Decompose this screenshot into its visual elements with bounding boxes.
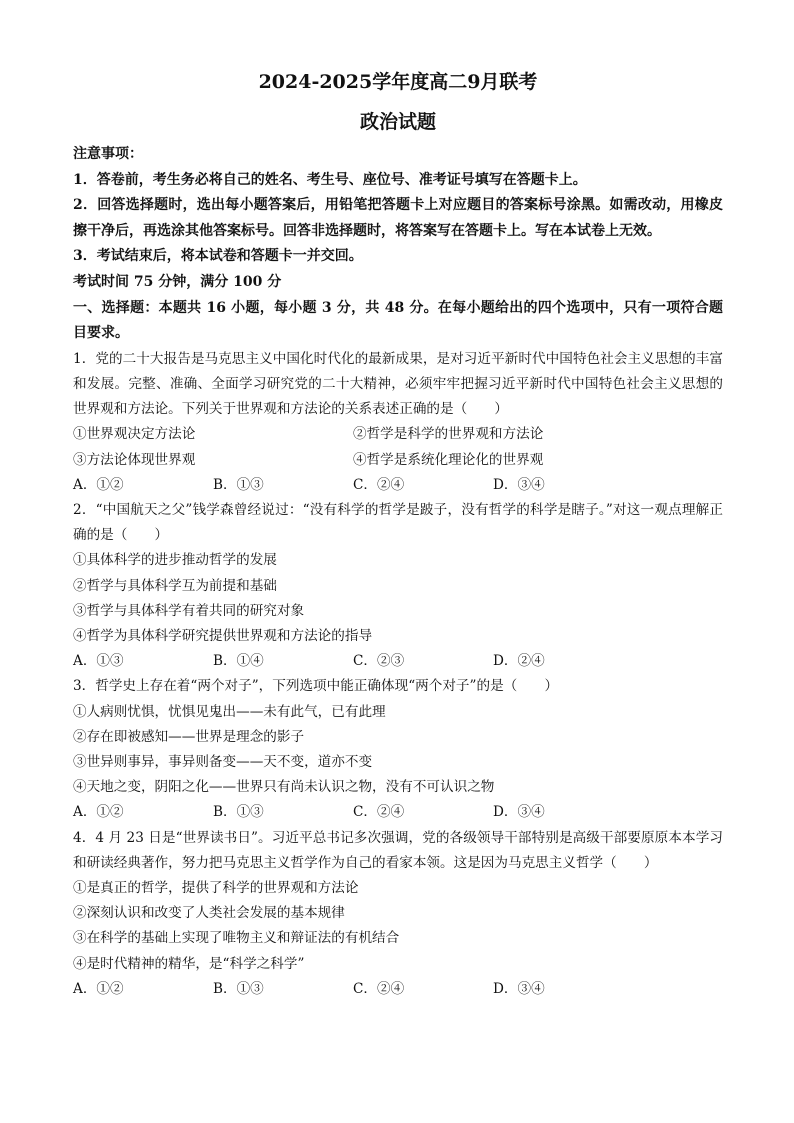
statement: ①具体科学的进步推动哲学的发展 [73,552,277,569]
statement: ③世异则事异，事异则备变——天不变，道亦不变 [73,754,373,770]
question-4 [73,826,723,1002]
option-a: A．①③ [73,653,124,670]
notice-item: 2．回答选择题时，选出每小题答案后，用铅笔把答题卡上对应题目的答案标号涂黑。如需改动，用橡皮擦干净后，再选涂其他答案标号。回答非选择题时，将答案写在答题卡上。写在本试卷上无效。 [73,197,723,239]
exam-time: 考试时间 75 分钟，满分 100 分 [73,273,282,290]
notice-heading: 注意事项： [73,146,143,162]
answer-options [73,473,723,498]
option-a: A．①② [73,980,124,997]
exam-page [73,68,723,1002]
exam-subject: 政治试题 [359,111,436,133]
option-b: B．①④ [213,653,264,670]
notice-item: 3．考试结束后，将本试卷和答题卡一并交回。 [73,248,363,265]
option-a: A．①② [73,476,124,493]
statement: ①世界观决定方法论 [73,426,196,443]
statement: ①是真正的哲学，提供了科学的世界观和方法论 [73,880,359,897]
statement: ④是时代精神的精华，是“科学之科学” [73,955,305,972]
question-stem: 1．党的二十大报告是马克思主义中国化时代化的最新成果，是对习近平新时代中国特色社会主义思想的丰富和发展。完整、准确、全面学习研究党的二十大精神，必须牢牢把握习近平新时代中国特色社会主义思想的世界观和方法论。下列关于世界观和方法论的关系表述正确的是（ ） [73,350,723,418]
question-stem: 2．“中国航天之父”钱学森曾经说过：“没有科学的哲学是跛子，没有哲学的科学是瞎子。”对这一观点理解正确的是（ ） [73,501,723,544]
statement: ②哲学与具体科学互为前提和基础 [73,577,277,594]
statement: ②存在即被感知——世界是理念的影子 [73,728,305,745]
option-c: C．②③ [353,653,405,670]
statement: ④哲学为具体科学研究提供世界观和方法论的指导 [73,627,373,644]
question-3 [73,674,723,825]
statement: ④哲学是系统化理论化的世界观 [353,451,544,468]
statement-row [73,448,723,473]
statement: ③方法论体现世界观 [73,451,196,468]
option-d: D．③④ [493,804,545,821]
statement: ③在科学的基础上实现了唯物主义和辩证法的有机结合 [73,930,400,947]
option-d: D．③④ [493,980,545,997]
option-c: C．②④ [353,804,405,821]
answer-options [73,649,723,674]
question-stem: 4．4 月 23 日是“世界读书日”。习近平总书记多次强调，党的各级领导干部特别是高级干部要原原本本学习和研读经典著作，努力把马克思主义哲学作为自己的看家本领。这是因为马克思主义哲学（ ） [73,829,723,871]
option-c: C．②④ [353,980,405,997]
option-a: A．①② [73,804,124,821]
answer-options [73,800,723,825]
statement: ②哲学是科学的世界观和方法论 [353,426,544,443]
option-b: B．①③ [213,980,264,997]
statement: ④天地之变，阴阳之化——世界只有尚未认识之物，没有不可认识之物 [73,779,495,796]
exam-title: 2024-2025学年度高二9月联考 [258,71,538,93]
statement: ②深刻认识和改变了人类社会发展的基本规律 [73,905,345,922]
statement: ①人病则忧惧，忧惧见鬼出——未有此气，已有此理 [73,703,386,720]
notice-item: 1．答卷前，考生务必将自己的姓名、考生号、座位号、准考证号填写在答题卡上。 [73,171,587,188]
option-b: B．①③ [213,804,264,821]
option-d: D．②④ [493,653,545,670]
option-c: C．②④ [353,476,405,493]
statement: ③哲学与具体科学有着共同的研究对象 [73,602,305,619]
notice-block [73,142,723,347]
option-b: B．①③ [213,476,264,493]
question-stem: 3．哲学史上存在着“两个对子”，下列选项中能正确体现“两个对子”的是（ ） [73,678,559,695]
option-d: D．③④ [493,476,545,493]
question-1 [73,347,723,498]
question-2 [73,498,723,674]
answer-options [73,977,723,1002]
section-heading: 一、选择题：本题共 16 小题，每小题 3 分，共 48 分。在每小题给出的四个选项中，只有一项符合题目要求。 [73,299,723,342]
statement-row [73,422,723,447]
